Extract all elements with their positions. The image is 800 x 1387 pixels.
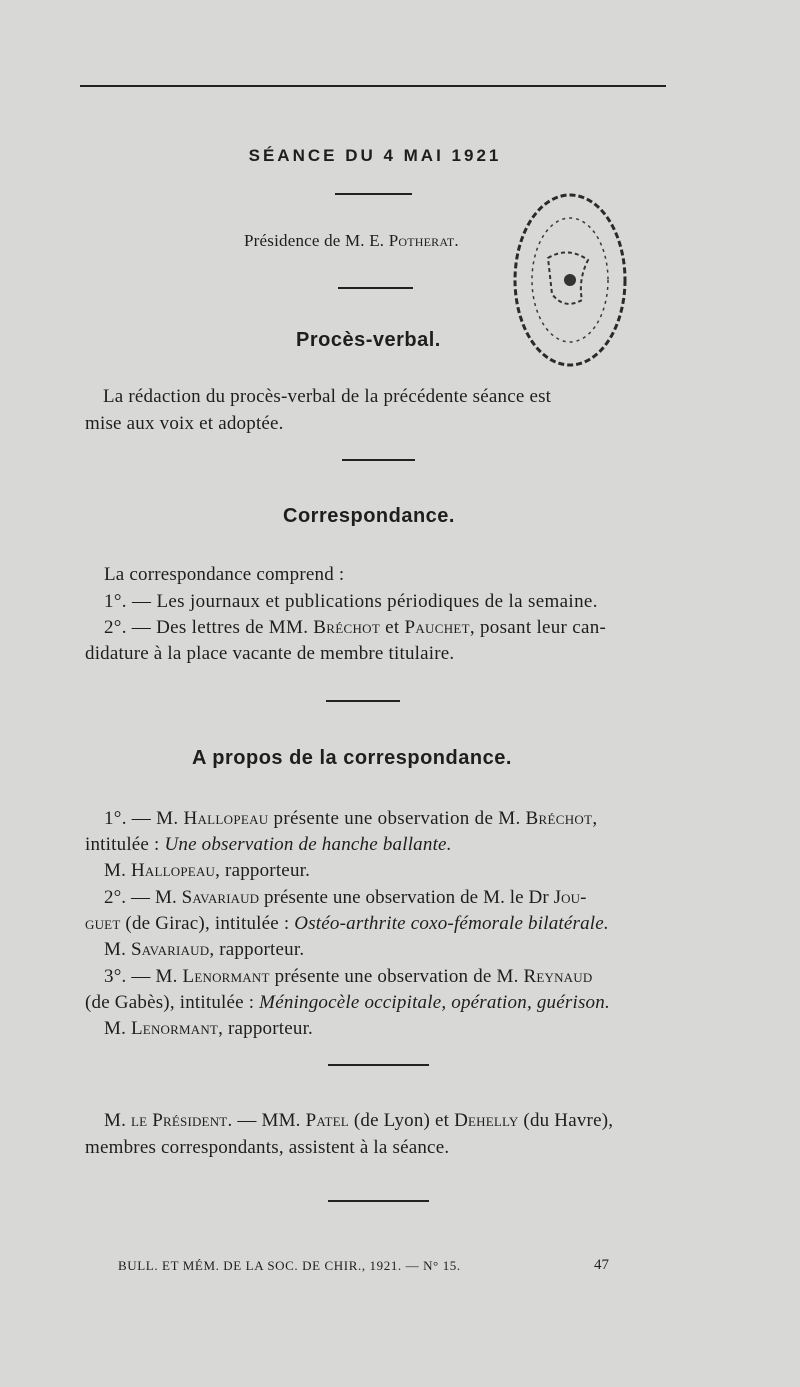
- section-heading-proces-verbal: Procès-verbal.: [296, 329, 441, 351]
- text-run: (de Girac), intitulée :: [120, 913, 295, 934]
- divider: [328, 1200, 429, 1202]
- divider: [342, 459, 415, 461]
- text-run: (de Lyon) et: [348, 1110, 455, 1131]
- divider: [326, 700, 400, 702]
- paragraph-line: [104, 966, 592, 988]
- text-run: , rapporteur.: [215, 860, 311, 881]
- paragraph-line: [85, 913, 609, 935]
- person-name: Bréchot,: [525, 808, 598, 829]
- library-stamp: [508, 188, 633, 373]
- paragraph-line: [104, 1018, 313, 1040]
- presidence-line: [244, 231, 459, 251]
- text-run: , posant leur can-: [469, 617, 607, 638]
- person-name: Hallopeau: [131, 860, 216, 881]
- paragraph-line: [104, 860, 310, 882]
- text-run: présente une observation de M.: [269, 966, 524, 987]
- text-run: et: [380, 617, 405, 638]
- paragraph-line: [104, 887, 587, 909]
- divider: [338, 287, 413, 289]
- text-run: M.: [104, 860, 131, 881]
- text-run: présente une observation de M.: [268, 808, 526, 829]
- section-heading-correspondance: Correspondance.: [283, 505, 455, 527]
- page-title: SÉANCE DU 4 MAI 1921: [248, 146, 502, 165]
- observation-title: Méningocèle occipitale, opération, guérison.: [259, 992, 610, 1013]
- top-rule: [80, 85, 666, 87]
- divider: [335, 193, 412, 195]
- person-name: guet: [85, 913, 121, 934]
- person-name: Hallopeau: [183, 808, 269, 829]
- text-run: M.: [104, 939, 131, 960]
- paragraph-line: didature à la place vacante de membre titulaire.: [85, 643, 455, 664]
- paragraph-line: [104, 808, 597, 830]
- text-run: , rapporteur.: [209, 939, 305, 960]
- text-run: 1°. — M.: [104, 808, 184, 829]
- person-name: Jou-: [553, 887, 587, 908]
- observation-title: Ostéo-arthrite coxo-fémorale bilatérale.: [294, 913, 609, 934]
- text-run: M.: [104, 1018, 131, 1039]
- paragraph-line: [85, 992, 610, 1014]
- divider: [328, 1064, 429, 1066]
- page-number: 47: [594, 1257, 609, 1273]
- person-name: Patel: [305, 1110, 349, 1131]
- president-name: Potherat.: [388, 231, 459, 250]
- paragraph-line: [85, 834, 452, 856]
- person-name: Reynaud: [523, 966, 593, 987]
- text-run: (de Gabès), intitulée :: [85, 992, 260, 1013]
- paragraph-line: La rédaction du procès-verbal de la précédente séance est: [103, 386, 552, 407]
- person-name: Savariaud: [181, 887, 260, 908]
- person-name: Bréchot: [313, 617, 381, 638]
- text-run: 2°. — Des lettres de MM.: [104, 617, 314, 638]
- section-heading-a-propos: A propos de la correspondance.: [192, 747, 512, 769]
- paragraph-line: [104, 1110, 613, 1132]
- text-run: (du Havre),: [518, 1110, 614, 1131]
- text-run: , rapporteur.: [218, 1018, 314, 1039]
- paragraph-line: La correspondance comprend :: [104, 564, 345, 585]
- person-name: Lenormant: [131, 1018, 219, 1039]
- observation-title: Une observation de hanche ballante.: [164, 834, 452, 855]
- person-name: Dehelly: [454, 1110, 519, 1131]
- footer-citation: BULL. ET MÉM. DE LA SOC. DE CHIR., 1921. — N° 15.: [118, 1258, 461, 1273]
- text-run: 3°. — M.: [104, 966, 183, 987]
- person-name: Pauchet: [404, 617, 470, 638]
- text-run: présente une observation de M. le Dr: [259, 887, 554, 908]
- paragraph-line: 1°. — Les journaux et publications périodiques de la semaine.: [104, 591, 598, 612]
- text-run: . — MM.: [227, 1110, 306, 1131]
- person-name: Savariaud: [131, 939, 210, 960]
- president-title: le Président: [131, 1110, 228, 1131]
- paragraph-line: [104, 939, 304, 961]
- text-run: intitulée :: [85, 834, 165, 855]
- text-run: 2°. — M.: [104, 887, 182, 908]
- paragraph-line: membres correspondants, assistent à la séance.: [85, 1137, 450, 1158]
- presidence-prefix: Présidence de M. E.: [244, 231, 389, 250]
- person-name: Lenormant: [182, 966, 270, 987]
- text-run: M.: [104, 1110, 131, 1131]
- paragraph-line: mise aux voix et adoptée.: [85, 413, 284, 434]
- paragraph-line: [104, 617, 606, 639]
